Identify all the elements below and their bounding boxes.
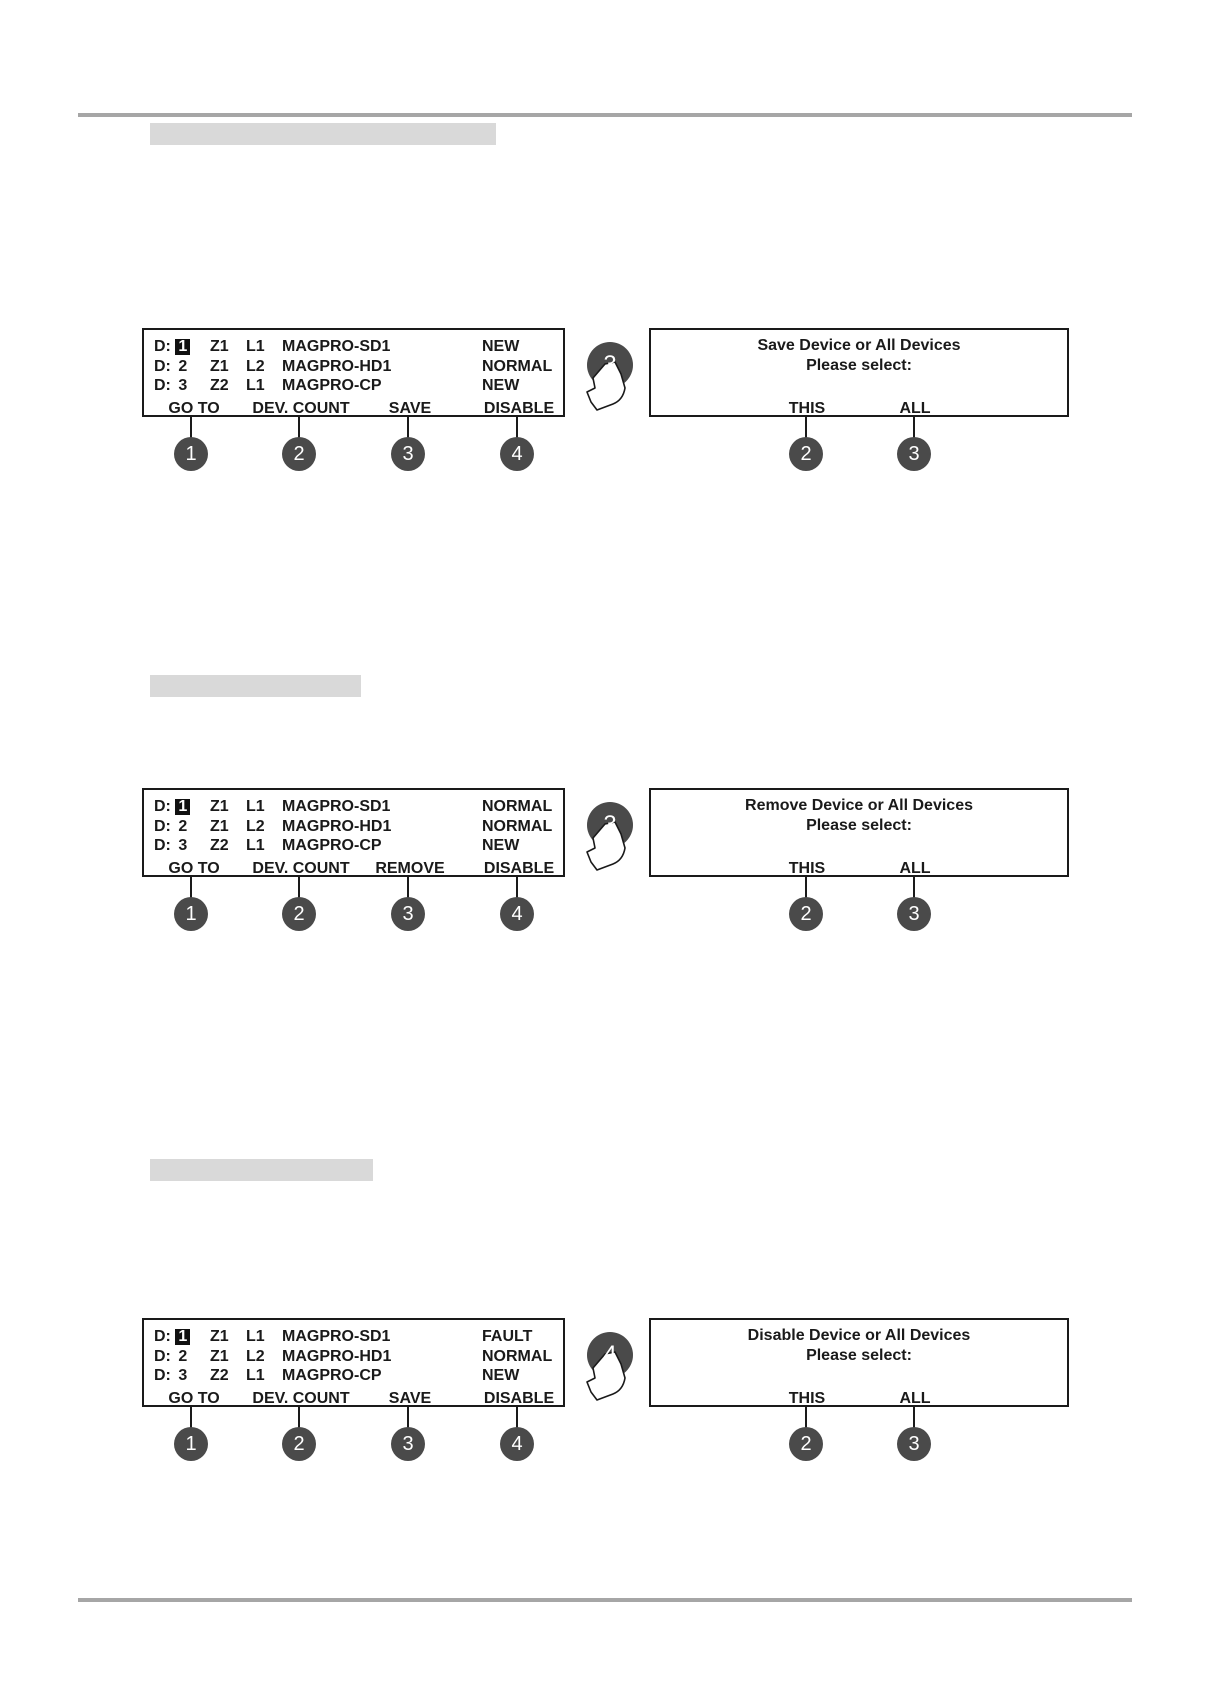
dialog-title: Remove Device or All Devices — [745, 797, 973, 814]
status-cell: NORMAL — [482, 1348, 553, 1365]
key-3-button[interactable]: 3 — [391, 437, 425, 471]
softkey-go-to[interactable]: GO TO — [168, 1390, 220, 1407]
softkey-disable[interactable]: DISABLE — [483, 400, 555, 417]
loop-cell: L1 — [246, 1328, 265, 1345]
softkey-dev-count[interactable]: DEV. COUNT — [252, 400, 350, 417]
status-cell: FAULT — [482, 1328, 533, 1345]
press-key-indicator — [575, 1320, 655, 1410]
softkey-save[interactable]: SAVE — [388, 400, 432, 417]
device-prefix: D: — [154, 818, 171, 835]
device-prefix: D: — [154, 358, 171, 375]
section-heading-bar — [150, 1159, 373, 1181]
device-name-cell: MAGPRO-CP — [282, 1367, 382, 1384]
softkey-dev-count[interactable]: DEV. COUNT — [252, 860, 350, 877]
key-3-button[interactable]: 3 — [897, 897, 931, 931]
dialog-prompt: Please select: — [806, 357, 912, 374]
status-cell: NORMAL — [482, 818, 553, 835]
option-this[interactable]: THIS — [788, 400, 826, 417]
softkey-go-to[interactable]: GO TO — [168, 400, 220, 417]
device-name-cell: MAGPRO-HD1 — [282, 818, 392, 835]
key-1-button[interactable]: 1 — [174, 1427, 208, 1461]
device-prefix: D: — [154, 798, 171, 815]
softkey-save[interactable]: SAVE — [388, 1390, 432, 1407]
loop-cell: L1 — [246, 377, 265, 394]
softkey-disable[interactable]: DISABLE — [483, 1390, 555, 1407]
list-row — [154, 1367, 187, 1385]
option-this[interactable]: THIS — [788, 860, 826, 877]
device-list-display — [142, 1318, 565, 1407]
save-dialog-display — [649, 328, 1069, 417]
list-row — [154, 377, 187, 395]
device-prefix: D: — [154, 338, 171, 355]
device-prefix: D: — [154, 837, 171, 854]
device-name-cell: MAGPRO-HD1 — [282, 358, 392, 375]
key-2-button[interactable]: 2 — [282, 437, 316, 471]
option-all[interactable]: ALL — [899, 400, 931, 417]
status-cell: NEW — [482, 1367, 520, 1384]
option-all[interactable]: ALL — [899, 1390, 931, 1407]
disable-dialog-display — [649, 1318, 1069, 1407]
dialog-title: Disable Device or All Devices — [747, 1327, 971, 1344]
dialog-prompt: Please select: — [806, 817, 912, 834]
key-2-button[interactable]: 2 — [789, 437, 823, 471]
selected-device-cursor: 1 — [175, 1329, 190, 1345]
key-2-button[interactable]: 2 — [282, 897, 316, 931]
key-4-button[interactable]: 4 — [500, 1427, 534, 1461]
dialog-title: Save Device or All Devices — [757, 337, 961, 354]
list-row — [154, 798, 190, 816]
selected-device-cursor: 1 — [175, 339, 190, 355]
loop-cell: L1 — [246, 1367, 265, 1384]
zone-cell: Z1 — [210, 818, 229, 835]
zone-cell: Z1 — [210, 1348, 229, 1365]
top-rule — [78, 113, 1132, 117]
status-cell: NEW — [482, 338, 520, 355]
press-key-indicator — [575, 330, 655, 420]
loop-cell: L1 — [246, 837, 265, 854]
softkey-go-to[interactable]: GO TO — [168, 860, 220, 877]
list-row — [154, 1348, 187, 1366]
device-prefix: D: — [154, 377, 171, 394]
section-heading-bar — [150, 675, 361, 697]
status-cell: NORMAL — [482, 358, 553, 375]
device-number: 3 — [178, 837, 188, 854]
device-name-cell: MAGPRO-HD1 — [282, 1348, 392, 1365]
softkey-remove[interactable]: REMOVE — [375, 860, 445, 877]
selected-device-cursor: 1 — [175, 799, 190, 815]
loop-cell: L2 — [246, 1348, 265, 1365]
device-name-cell: MAGPRO-SD1 — [282, 798, 391, 815]
section-heading-bar — [150, 123, 496, 145]
key-1-button[interactable]: 1 — [174, 897, 208, 931]
device-name-cell: MAGPRO-SD1 — [282, 338, 391, 355]
device-number: 2 — [178, 358, 188, 375]
key-3-button[interactable]: 3 — [897, 1427, 931, 1461]
device-name-cell: MAGPRO-SD1 — [282, 1328, 391, 1345]
list-row — [154, 818, 187, 836]
key-2-button[interactable]: 2 — [789, 1427, 823, 1461]
zone-cell: Z1 — [210, 1328, 229, 1345]
option-all[interactable]: ALL — [899, 860, 931, 877]
device-prefix: D: — [154, 1328, 171, 1345]
zone-cell: Z1 — [210, 358, 229, 375]
device-prefix: D: — [154, 1348, 171, 1365]
pressed-key-number: 4 — [603, 1341, 617, 1368]
device-list-display — [142, 788, 565, 877]
loop-cell: L2 — [246, 818, 265, 835]
remove-dialog-display — [649, 788, 1069, 877]
device-name-cell: MAGPRO-CP — [282, 377, 382, 394]
key-4-button[interactable]: 4 — [500, 897, 534, 931]
device-number: 2 — [178, 1348, 188, 1365]
key-4-button[interactable]: 4 — [500, 437, 534, 471]
status-cell: NEW — [482, 377, 520, 394]
zone-cell: Z2 — [210, 377, 229, 394]
softkey-disable[interactable]: DISABLE — [483, 860, 555, 877]
status-cell: NEW — [482, 837, 520, 854]
key-2-button[interactable]: 2 — [789, 897, 823, 931]
device-number: 3 — [178, 377, 188, 394]
zone-cell: Z2 — [210, 837, 229, 854]
key-2-button[interactable]: 2 — [282, 1427, 316, 1461]
bottom-rule — [78, 1598, 1132, 1602]
key-3-button[interactable]: 3 — [391, 897, 425, 931]
device-prefix: D: — [154, 1367, 171, 1384]
key-3-button[interactable]: 3 — [391, 1427, 425, 1461]
list-row — [154, 358, 187, 376]
zone-cell: Z1 — [210, 338, 229, 355]
pressed-key-number: 3 — [603, 811, 617, 838]
list-row — [154, 837, 187, 855]
device-number: 3 — [178, 1367, 188, 1384]
status-cell: NORMAL — [482, 798, 553, 815]
loop-cell: L1 — [246, 338, 265, 355]
dialog-prompt: Please select: — [806, 1347, 912, 1364]
zone-cell: Z1 — [210, 798, 229, 815]
list-row — [154, 338, 190, 356]
list-row — [154, 1328, 190, 1346]
device-name-cell: MAGPRO-CP — [282, 837, 382, 854]
zone-cell: Z2 — [210, 1367, 229, 1384]
option-this[interactable]: THIS — [788, 1390, 826, 1407]
key-3-button[interactable]: 3 — [897, 437, 931, 471]
device-list-display — [142, 328, 565, 417]
softkey-dev-count[interactable]: DEV. COUNT — [252, 1390, 350, 1407]
loop-cell: L2 — [246, 358, 265, 375]
device-number: 2 — [178, 818, 188, 835]
pressed-key-number: 3 — [603, 351, 617, 378]
key-1-button[interactable]: 1 — [174, 437, 208, 471]
press-key-indicator — [575, 790, 655, 880]
loop-cell: L1 — [246, 798, 265, 815]
